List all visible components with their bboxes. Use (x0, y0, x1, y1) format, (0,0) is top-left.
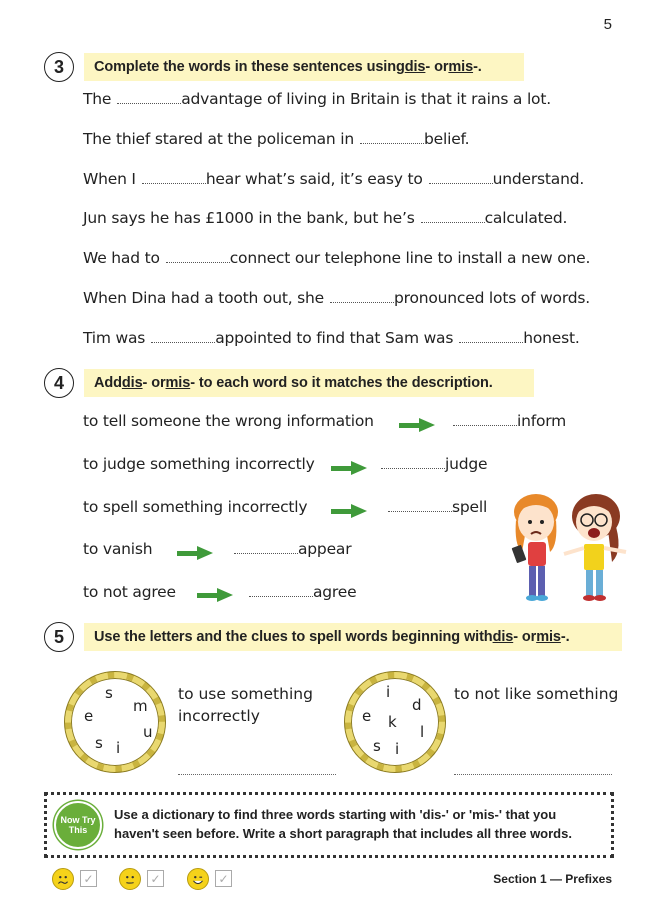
q3-prefix-mis: mis (448, 59, 474, 75)
q3-sentence-6 (83, 289, 590, 307)
clue-line: to not like something (454, 685, 619, 703)
scrambled-letter: i (395, 740, 400, 758)
q4-item-3-description: to spell something incorrectly (83, 498, 308, 516)
answer-blank[interactable] (421, 211, 485, 223)
q4-item-4-answer (234, 540, 351, 558)
answer-blank[interactable] (166, 251, 230, 263)
puzzle-2-answer-line[interactable] (454, 773, 612, 775)
answer-blank[interactable] (117, 92, 181, 104)
girl-shouting-icon (564, 494, 626, 601)
puzzle-2-clue (454, 683, 618, 705)
answer-blank[interactable] (381, 457, 445, 469)
answer-blank[interactable] (459, 331, 523, 343)
sentence-text: When Dina had a tooth out, she (83, 289, 324, 307)
arrow-right-icon (399, 418, 435, 432)
sentence-text: understand. (492, 170, 585, 188)
sentence-text: hear what’s said, it’s easy to (205, 170, 423, 188)
badge-line: Now Try (60, 815, 96, 825)
q4-item-1-description: to tell someone the wrong information (83, 412, 374, 430)
sentence-text: belief. (424, 130, 470, 148)
scrambled-letter: s (373, 737, 381, 755)
badge-line: This (68, 825, 88, 835)
question-3-number: 3 (44, 52, 74, 82)
q4-item-1-answer (453, 412, 566, 430)
q4-instruction-mid: - or (142, 375, 166, 391)
question-4-number: 4 (44, 368, 74, 398)
arrow-right-icon (331, 461, 367, 475)
q4-item-5-answer (249, 583, 356, 601)
root-word: agree (313, 583, 357, 601)
q5-instruction-post: -. (560, 629, 570, 645)
checkbox-neutral[interactable]: ✓ (147, 870, 164, 887)
now-try-this-badge (54, 801, 102, 849)
scrambled-letter: i (386, 683, 391, 701)
q4-item-4-description: to vanish (83, 540, 153, 558)
q3-sentence-5 (83, 249, 590, 267)
sentence-text: pronounced lots of words. (394, 289, 590, 307)
root-word: appear (298, 540, 352, 558)
girl-confused-icon (512, 494, 558, 601)
q5-instruction-mid: - or (513, 629, 537, 645)
children-illustration (500, 490, 640, 610)
checkbox-sad[interactable]: ✓ (80, 870, 97, 887)
q5-instruction-pre: Use the letters and the clues to spell words beginning with (94, 629, 493, 645)
q3-prefix-dis: dis (404, 59, 426, 75)
scrambled-letter: e (362, 707, 372, 725)
scrambled-letter: i (116, 739, 121, 757)
question-5-number: 5 (44, 622, 74, 652)
q3-sentence-1 (83, 90, 551, 108)
letter-rope-circle-1 (65, 672, 165, 772)
arrow-right-icon (177, 546, 213, 560)
sentence-text: We had to (83, 249, 160, 267)
q3-instruction-pre: Complete the words in these sentences using (94, 59, 405, 75)
scrambled-letter: e (84, 707, 94, 725)
question-5-instruction (84, 623, 622, 651)
scrambled-letter: l (420, 723, 425, 741)
neutral-face-icon[interactable] (119, 868, 141, 890)
section-footer: Section 1 — Prefixes (493, 872, 612, 886)
sentence-text: calculated. (484, 209, 568, 227)
root-word: inform (517, 412, 567, 430)
answer-blank[interactable] (234, 542, 298, 554)
arrow-right-icon (331, 504, 367, 518)
scrambled-letter: u (143, 723, 153, 741)
page-number: 5 (603, 16, 612, 33)
sentence-text: appointed to find that Sam was (215, 329, 454, 347)
scrambled-letter: k (388, 713, 397, 731)
puzzle-1-answer-line[interactable] (178, 773, 336, 775)
q3-instruction-mid: - or (425, 59, 449, 75)
sentence-text: connect our telephone line to install a new one. (229, 249, 591, 267)
answer-blank[interactable] (360, 132, 424, 144)
answer-blank[interactable] (388, 500, 452, 512)
q3-sentence-2 (83, 130, 469, 148)
sentence-text: advantage of living in Britain is that it rains a lot. (181, 90, 551, 108)
answer-blank[interactable] (453, 414, 517, 426)
happy-face-icon[interactable] (187, 868, 209, 890)
sentence-text: Tim was (83, 329, 146, 347)
answer-blank[interactable] (330, 291, 394, 303)
scrambled-letter: d (412, 696, 422, 714)
sentence-text: The thief stared at the policeman in (83, 130, 355, 148)
sentence-text: When I (83, 170, 136, 188)
clue-line: incorrectly (178, 707, 260, 725)
q3-sentence-3 (83, 170, 584, 188)
clue-line: to use something (178, 685, 313, 703)
q4-instruction-pre: Add (94, 375, 122, 391)
q4-instruction-post: - to each word so it matches the description. (190, 375, 493, 391)
q4-item-5-description: to not agree (83, 583, 176, 601)
now-try-this-text: Use a dictionary to find three words starting with 'dis-' or 'mis-' that you haven't seen before. Write a short paragraph that includes all three words. (114, 807, 572, 841)
answer-blank[interactable] (249, 585, 313, 597)
q3-instruction-post: -. (473, 59, 482, 75)
answer-blank[interactable] (429, 172, 493, 184)
answer-blank[interactable] (142, 172, 206, 184)
q5-prefix-dis: dis (492, 629, 514, 645)
sad-face-icon[interactable] (52, 868, 74, 890)
q4-item-3-answer (388, 498, 487, 516)
checkbox-happy[interactable]: ✓ (215, 870, 232, 887)
q3-sentence-7 (83, 329, 580, 347)
answer-blank[interactable] (151, 331, 215, 343)
root-word: spell (452, 498, 488, 516)
q4-item-2-description: to judge something incorrectly (83, 455, 315, 473)
q4-prefix-dis: dis (121, 375, 143, 391)
q3-sentence-4 (83, 209, 567, 227)
q4-prefix-mis: mis (165, 375, 191, 391)
question-3-instruction (84, 53, 524, 81)
q5-prefix-mis: mis (536, 629, 561, 645)
scrambled-letter: s (95, 734, 103, 752)
question-4-instruction (84, 369, 534, 397)
arrow-right-icon (197, 588, 233, 602)
sentence-text: honest. (523, 329, 580, 347)
scrambled-letter: m (133, 697, 148, 715)
sentence-text: The (83, 90, 112, 108)
sentence-text: Jun says he has £1000 in the bank, but he’s (83, 209, 415, 227)
root-word: judge (445, 455, 488, 473)
q4-item-2-answer (381, 455, 487, 473)
scrambled-letter: s (105, 684, 113, 702)
puzzle-1-clue (178, 683, 313, 727)
